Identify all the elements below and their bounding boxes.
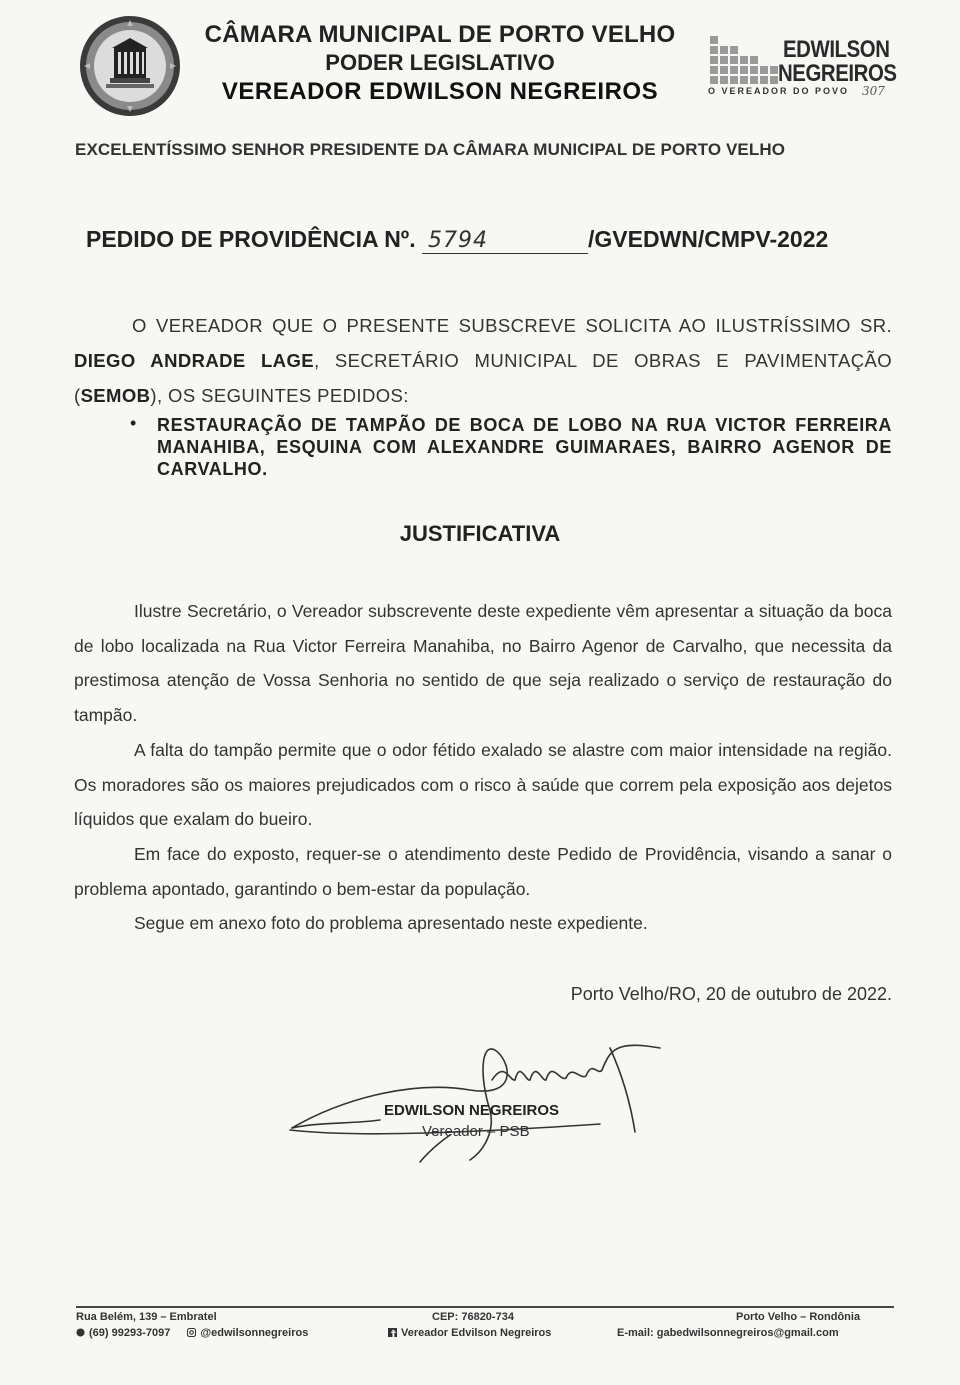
- paragraph: Ilustre Secretário, o Vereador subscrevente deste expediente vêm apresentar a situação da boca de lobo localizada na Rua Victor Ferreira Manahiba, no Bairro Agenor de Carvalho, que necessita da prestimosa atenção de Vossa Senhoria no sentido de que seja realizado o serviço de restauração do tampão.: [74, 601, 892, 726]
- footer-divider: [76, 1306, 894, 1308]
- footer-phone: (69) 99293-7097: [89, 1327, 171, 1339]
- intro-paragraph: [74, 308, 892, 413]
- footer-facebook-row: [388, 1327, 551, 1339]
- footer-city: Porto Velho – Rondônia: [736, 1311, 861, 1323]
- order-number: 5794: [422, 228, 588, 254]
- logo-name-first: EDWILSON: [783, 36, 890, 63]
- municipal-seal-icon: [78, 14, 182, 118]
- date-place: Porto Velho/RO, 20 de outubro de 2022.: [570, 984, 892, 1004]
- order-suffix: /GVEDWN/CMPV-2022: [587, 226, 829, 252]
- logo-tagline: O VEREADOR DO POVO: [708, 86, 850, 96]
- footer-facebook: Vereador Edvilson Negreiros: [401, 1327, 552, 1339]
- secretary-name: DIEGO ANDRADE LAGE: [74, 350, 314, 371]
- signer-name: EDWILSON NEGREIROS: [384, 1102, 560, 1119]
- order-title: [86, 226, 828, 254]
- whatsapp-icon: [76, 1328, 85, 1337]
- addressee: EXCELENTÍSSIMO SENHOR PRESIDENTE DA CÂMARA MUNICIPAL DE PORTO VELHO: [75, 140, 786, 159]
- logo-tag-number: 307: [862, 84, 885, 98]
- councilor-name: VEREADOR EDWILSON NEGREIROS: [221, 78, 659, 105]
- footer-cep: CEP: 76820-734: [432, 1311, 514, 1323]
- intro-text-3: ), OS SEGUINTES PEDIDOS:: [150, 385, 409, 406]
- letterhead: [200, 20, 680, 108]
- intro-text-2: , SECRETÁRIO MUNICIPAL DE OBRAS E PAVIMENTAÇÃO (: [74, 350, 892, 406]
- instagram-icon: [187, 1328, 196, 1337]
- chamber-name: CÂMARA MUNICIPAL DE PORTO VELHO: [204, 21, 676, 48]
- logo-name-last: NEGREIROS: [778, 60, 897, 87]
- bullet-icon: •: [130, 413, 137, 433]
- signer-role: Vereador – PSB: [422, 1123, 530, 1140]
- paragraph: Segue em anexo foto do problema apresentado neste expediente.: [134, 913, 648, 934]
- footer-address: Rua Belém, 139 – Embratel: [76, 1311, 217, 1323]
- order-prefix: PEDIDO DE PROVIDÊNCIA Nº.: [86, 226, 416, 252]
- paragraph: A falta do tampão permite que o odor fétido exalado se alastre com maior intensidade na região. Os moradores são os maiores prejudicados com o risco à saúde que correm pela exposição aos dejetos líquidos que exalam do bueiro.: [74, 739, 892, 830]
- semob-acronym: SEMOB: [80, 385, 151, 406]
- handwritten-signature: [280, 1020, 680, 1180]
- intro-text-1: O VEREADOR QUE O PRESENTE SUBSCREVE SOLICITA AO ILUSTRÍSSIMO SR.: [132, 315, 892, 336]
- legislative-power: PODER LEGISLATIVO: [325, 50, 555, 75]
- footer-phone-row: [76, 1327, 308, 1339]
- request-item: RESTAURAÇÃO DE TAMPÃO DE BOCA DE LOBO NA RUA VICTOR FERREIRA MANAHIBA, ESQUINA COM ALEXANDRE GUIMARAES, BAIRRO AGENOR DE CARVALHO.: [157, 415, 892, 479]
- justification-body: [74, 594, 892, 941]
- footer-email: E-mail: gabedwilsonnegreiros@gmail.com: [617, 1327, 839, 1339]
- justification-title: JUSTIFICATIVA: [399, 521, 561, 546]
- paragraph: Em face do exposto, requer-se o atendimento deste Pedido de Providência, visando a sanar o problema apontado, garantindo o bem-estar da população.: [74, 843, 892, 899]
- footer-instagram: @edwilsonnegreiros: [200, 1327, 309, 1339]
- facebook-icon: [388, 1328, 397, 1337]
